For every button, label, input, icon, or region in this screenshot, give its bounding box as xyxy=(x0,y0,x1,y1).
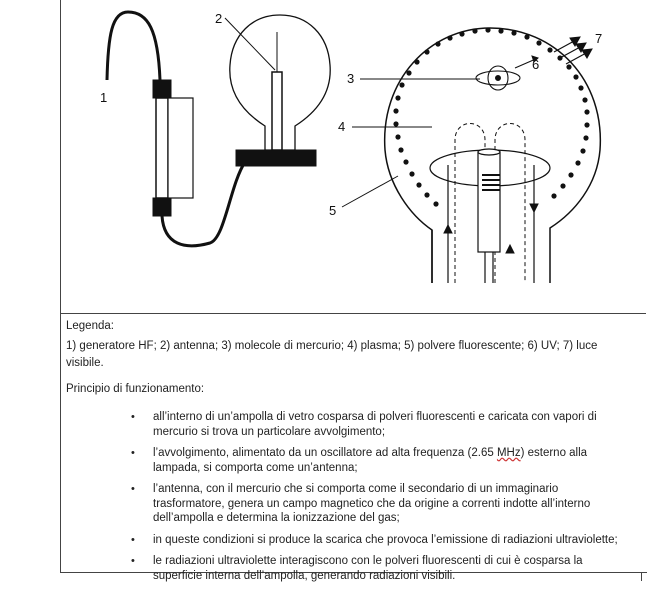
bullet-icon: • xyxy=(131,555,135,567)
legend xyxy=(66,318,636,590)
list-item: • le radiazioni ultraviolette interagiscono con le polveri fluorescenti di cui è cosparsa la superficie interna dell’ampolla, generando radiazioni visibili. xyxy=(131,555,583,582)
label-4: 4 xyxy=(338,119,346,134)
list-item: • all’interno di un’ampolla di vetro cosparsa di polveri fluorescenti e caricata con vapori di mercurio si trova un particolare avvolgimento; xyxy=(131,411,597,438)
principle-title: Principio di funzionamento: xyxy=(66,383,205,395)
induction-lamp-diagram xyxy=(60,0,646,313)
bullet-icon: • xyxy=(131,447,135,459)
list-item: • l’antenna, con il mercurio che si comporta come il secondario di un immaginario trasformatore, genera un campo magnetico che da origine a correnti indotte all’interno dell’ampolla e determina la ionizzazione del gas; xyxy=(131,483,591,524)
label-5: 5 xyxy=(329,203,337,218)
generator-and-bulb xyxy=(107,12,330,246)
bullet-icon: • xyxy=(131,483,135,495)
figure-cell xyxy=(60,0,646,314)
label-2: 2 xyxy=(215,11,223,26)
label-6: 6 xyxy=(532,57,540,72)
label-1: 1 xyxy=(100,90,108,105)
legend-items-line-1: 1) generatore HF; 2) antenna; 3) molecole di mercurio; 4) plasma; 5) polvere fluorescente; 6) UV; 7) luce xyxy=(66,340,598,352)
principle-list xyxy=(66,410,636,583)
table-corner-mark xyxy=(641,572,647,581)
label-5-leader xyxy=(342,176,398,207)
label-7: 7 xyxy=(595,31,603,46)
legend-items-line-2: visibile. xyxy=(66,357,104,369)
bullet-icon: • xyxy=(131,411,135,423)
bullet-icon: • xyxy=(131,533,135,546)
legend-title: Legenda: xyxy=(66,320,114,332)
label-3: 3 xyxy=(347,71,355,86)
list-item: • l’avvolgimento, alimentato da un oscillatore ad alta frequenza (2.65 MHz) esterno alla lampada, si comporta come un’antenna; xyxy=(131,447,588,474)
list-item: • in queste condizioni si produce la scarica che provoca l’emissione di radiazioni ultraviolette; xyxy=(131,533,618,546)
